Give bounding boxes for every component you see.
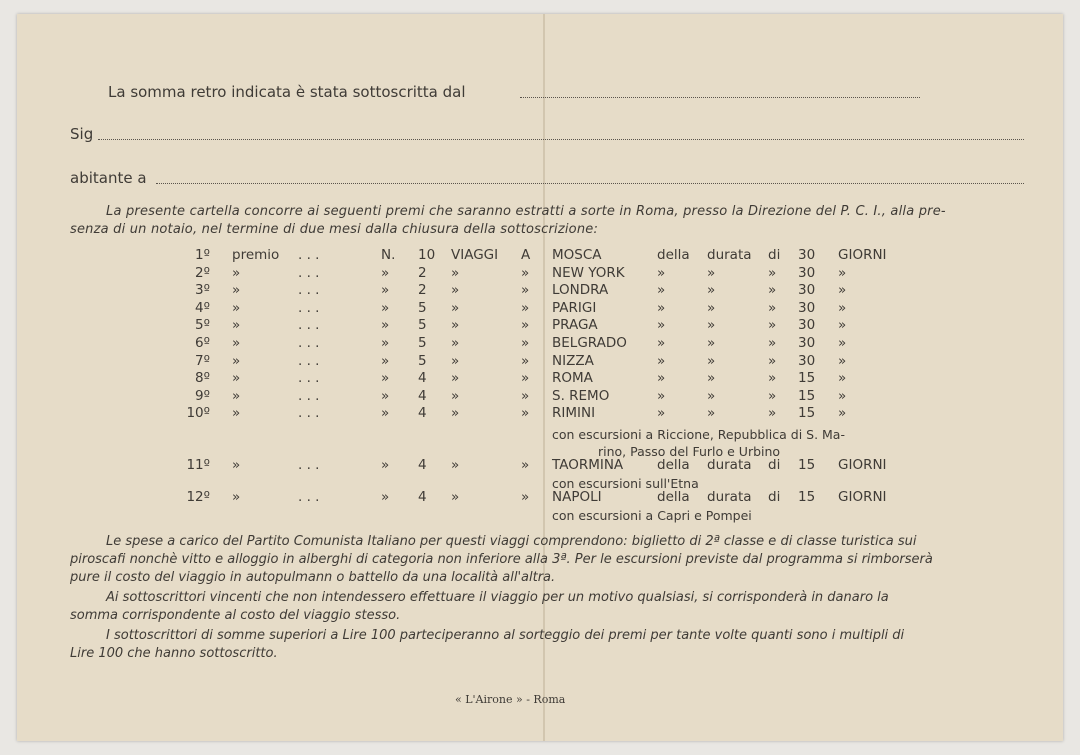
prize-rank: 1º xyxy=(195,247,210,263)
prize-a: » xyxy=(521,352,530,369)
prize-kind: » xyxy=(451,387,460,404)
prize-count: 5 xyxy=(418,352,427,369)
prize-label: » xyxy=(232,299,241,316)
prize-unit: » xyxy=(838,387,847,404)
prize-n: » xyxy=(381,335,390,351)
prize-d1: della xyxy=(657,489,690,505)
prize-dots: . . . xyxy=(298,352,320,369)
prize-row-8 xyxy=(0,370,1080,387)
prize-kind: » xyxy=(451,299,460,316)
prize-a: » xyxy=(521,489,530,505)
prize-kind: » xyxy=(451,405,460,422)
prize-n: » xyxy=(381,317,390,334)
terms-p3-line-2: Lire 100 che hanno sottoscritto. xyxy=(70,646,278,661)
prize-d2: » xyxy=(707,282,716,299)
prize-dots: . . . xyxy=(298,335,320,351)
prize-rank: 2º xyxy=(195,264,210,281)
prize-d1: » xyxy=(657,405,666,422)
prize-label: » xyxy=(232,387,241,404)
prize-a: » xyxy=(521,299,530,316)
prize-a: » xyxy=(521,264,530,281)
prize-days: 15 xyxy=(798,489,816,505)
prize-n: » xyxy=(381,370,390,387)
napoli-excursion: con escursioni a Capri e Pompei xyxy=(552,508,752,523)
prize-n: » xyxy=(381,387,390,404)
prize-unit: GIORNI xyxy=(838,457,887,473)
rimini-excursion-line-2: rino, Passo del Furlo e Urbino xyxy=(598,444,781,459)
prize-dots: . . . xyxy=(298,405,320,422)
prize-label: » xyxy=(232,335,241,351)
intro-line-1: La presente cartella concorre ai seguenti premi che saranno estratti a sorte in Roma, presso la Direzione del P. C. I., alla pre- xyxy=(106,204,946,219)
prize-count: 4 xyxy=(418,489,427,505)
taormina-excursion: con escursioni sull'Etna xyxy=(552,476,699,491)
prize-dest: BELGRADO xyxy=(552,335,627,351)
prize-d2: » xyxy=(707,387,716,404)
prize-d1: » xyxy=(657,352,666,369)
prize-row-2 xyxy=(0,265,1080,282)
prize-d3: » xyxy=(768,387,777,404)
prize-days: 30 xyxy=(798,247,816,263)
prize-rank: 3º xyxy=(195,282,210,299)
prize-row-6 xyxy=(0,335,1080,352)
prize-rank: 7º xyxy=(195,352,210,369)
prize-d2: » xyxy=(707,370,716,387)
prize-d2: » xyxy=(707,317,716,334)
prize-d3: » xyxy=(768,370,777,387)
prize-d1: » xyxy=(657,264,666,281)
prize-d1: » xyxy=(657,299,666,316)
prize-d3: » xyxy=(768,335,777,351)
prize-days: 30 xyxy=(798,264,816,281)
prize-n: » xyxy=(381,299,390,316)
prize-count: 2 xyxy=(418,264,427,281)
prize-row-1 xyxy=(0,247,1080,264)
prize-dots: . . . xyxy=(298,489,320,505)
prize-unit: GIORNI xyxy=(838,489,887,505)
prize-days: 30 xyxy=(798,299,816,316)
prize-d2: durata xyxy=(707,457,752,473)
sig-label: Sig xyxy=(70,125,94,143)
prize-d2: » xyxy=(707,335,716,351)
address-field[interactable] xyxy=(156,183,1024,184)
prize-dest: TAORMINA xyxy=(552,457,624,473)
prize-dest: MOSCA xyxy=(552,247,602,263)
prize-label: » xyxy=(232,282,241,299)
terms-p1-line-2: piroscafi nonchè vitto e alloggio in alberghi di categoria non inferiore alla 3ª. Per le escursioni previste dal programma si rimborserà xyxy=(70,552,933,567)
prize-dots: . . . xyxy=(298,370,320,387)
prize-kind: » xyxy=(451,317,460,334)
prize-row-3 xyxy=(0,282,1080,299)
prize-d3: di xyxy=(768,457,781,473)
prize-days: 15 xyxy=(798,387,816,404)
prize-n: » xyxy=(381,489,390,505)
prize-count: 4 xyxy=(418,370,427,387)
prize-row-12 xyxy=(0,489,1080,506)
prize-dots: . . . xyxy=(298,247,320,263)
prize-a: » xyxy=(521,317,530,334)
prize-label: » xyxy=(232,352,241,369)
prize-unit: » xyxy=(838,264,847,281)
printer-imprint: « L'Airone » - Roma xyxy=(455,693,566,706)
prize-d3: » xyxy=(768,264,777,281)
prize-d3: » xyxy=(768,317,777,334)
terms-p1-line-3: pure il costo del viaggio in autopulmann o battello da una località all'altra. xyxy=(70,570,556,585)
prize-dest: S. REMO xyxy=(552,387,610,404)
prize-unit: » xyxy=(838,282,847,299)
prize-rank: 11º xyxy=(186,457,210,473)
prize-dest: PRAGA xyxy=(552,317,598,334)
prize-d3: » xyxy=(768,405,777,422)
intro-line-2: senza di un notaio, nel termine di due mesi dalla chiusura della sottoscrizione: xyxy=(70,222,599,237)
prize-rank: 5º xyxy=(195,317,210,334)
prize-row-10 xyxy=(0,405,1080,422)
prize-d2: » xyxy=(707,405,716,422)
prize-dest: RIMINI xyxy=(552,405,596,422)
prize-a: A xyxy=(521,247,531,263)
prize-dots: . . . xyxy=(298,264,320,281)
prize-label: » xyxy=(232,317,241,334)
prize-n: » xyxy=(381,405,390,422)
prize-unit: » xyxy=(838,370,847,387)
prize-n: » xyxy=(381,264,390,281)
prize-dest: LONDRA xyxy=(552,282,609,299)
prize-d3: di xyxy=(768,489,781,505)
prize-label: premio xyxy=(232,247,280,263)
prize-dots: . . . xyxy=(298,299,320,316)
prize-d2: durata xyxy=(707,489,752,505)
terms-p2-line-2: somma corrispondente al costo del viaggio stesso. xyxy=(70,608,401,623)
prize-unit: GIORNI xyxy=(838,247,887,263)
prize-rank: 12º xyxy=(186,489,210,505)
prize-count: 4 xyxy=(418,457,427,473)
prize-row-5 xyxy=(0,317,1080,334)
prize-d2: » xyxy=(707,352,716,369)
prize-a: » xyxy=(521,370,530,387)
prize-d3: » xyxy=(768,299,777,316)
prize-kind: » xyxy=(451,457,460,473)
prize-unit: » xyxy=(838,352,847,369)
prize-rank: 8º xyxy=(195,370,210,387)
prize-d2: durata xyxy=(707,247,752,263)
prize-count: 5 xyxy=(418,317,427,334)
prize-kind: » xyxy=(451,335,460,351)
prize-dest: PARIGI xyxy=(552,299,597,316)
prize-days: 15 xyxy=(798,370,816,387)
prize-d3: di xyxy=(768,247,781,263)
prize-rank: 4º xyxy=(195,299,210,316)
subscription-statement: La somma retro indicata è stata sottoscritta dal xyxy=(108,83,466,101)
prize-row-7 xyxy=(0,353,1080,370)
prize-row-4 xyxy=(0,300,1080,317)
prize-kind: » xyxy=(451,370,460,387)
prize-n: » xyxy=(381,282,390,299)
prize-unit: » xyxy=(838,317,847,334)
prize-unit: » xyxy=(838,405,847,422)
prize-count: 4 xyxy=(418,405,427,422)
prize-n: » xyxy=(381,352,390,369)
prize-count: 2 xyxy=(418,282,427,299)
prize-dest: NIZZA xyxy=(552,352,594,369)
prize-count: 5 xyxy=(418,335,427,351)
prize-d1: » xyxy=(657,387,666,404)
prize-days: 30 xyxy=(798,352,816,369)
prize-d1: della xyxy=(657,247,690,263)
statement-dotted-line xyxy=(520,97,920,98)
prize-dest: ROMA xyxy=(552,370,593,387)
prize-label: » xyxy=(232,405,241,422)
terms-p2-line-1: Ai sottoscrittori vincenti che non intendessero effettuare il viaggio per un motivo qualsiasi, si corrisponderà in danaro la xyxy=(106,590,889,605)
prize-count: 10 xyxy=(418,247,436,263)
prize-dots: . . . xyxy=(298,387,320,404)
prize-days: 30 xyxy=(798,282,816,299)
prize-dest: NAPOLI xyxy=(552,489,602,505)
prize-days: 15 xyxy=(798,405,816,422)
prize-days: 30 xyxy=(798,335,816,351)
prize-d3: » xyxy=(768,352,777,369)
prize-unit: » xyxy=(838,335,847,351)
prize-d1: » xyxy=(657,370,666,387)
prize-unit: » xyxy=(838,299,847,316)
prize-count: 5 xyxy=(418,299,427,316)
prize-d2: » xyxy=(707,299,716,316)
prize-label: » xyxy=(232,457,241,473)
prize-d2: » xyxy=(707,264,716,281)
prize-d1: » xyxy=(657,317,666,334)
prize-label: » xyxy=(232,370,241,387)
prize-n: N. xyxy=(381,247,396,263)
terms-p1-line-1: Le spese a carico del Partito Comunista Italiano per questi viaggi comprendono: biglietto di 2ª classe e di classe turistica sui xyxy=(106,534,917,549)
prize-a: » xyxy=(521,335,530,351)
prize-rank: 9º xyxy=(195,387,210,404)
prize-a: » xyxy=(521,282,530,299)
prize-dots: . . . xyxy=(298,282,320,299)
prize-dest: NEW YORK xyxy=(552,264,625,281)
sig-field[interactable] xyxy=(98,139,1024,140)
prize-dots: . . . xyxy=(298,317,320,334)
prize-label: » xyxy=(232,264,241,281)
prize-days: 15 xyxy=(798,457,816,473)
address-label: abitante a xyxy=(70,169,147,187)
prize-a: » xyxy=(521,405,530,422)
prize-days: 30 xyxy=(798,317,816,334)
prize-d1: » xyxy=(657,335,666,351)
prize-count: 4 xyxy=(418,387,427,404)
prize-kind: » xyxy=(451,282,460,299)
prize-kind: VIAGGI xyxy=(451,247,499,263)
terms-p3-line-1: I sottoscrittori di somme superiori a Lire 100 parteciperanno al sorteggio dei premi per tante volte quanti sono i multipli di xyxy=(106,628,905,643)
prize-kind: » xyxy=(451,489,460,505)
rimini-excursion-line-1: con escursioni a Riccione, Repubblica di S. Ma- xyxy=(552,427,845,442)
prize-dots: . . . xyxy=(298,457,320,473)
prize-rank: 6º xyxy=(195,335,210,351)
prize-n: » xyxy=(381,457,390,473)
prize-row-11 xyxy=(0,457,1080,474)
prize-a: » xyxy=(521,387,530,404)
prize-rank: 10º xyxy=(186,405,210,422)
prize-d1: » xyxy=(657,282,666,299)
prize-kind: » xyxy=(451,352,460,369)
prize-d1: della xyxy=(657,457,690,473)
prize-a: » xyxy=(521,457,530,473)
prize-kind: » xyxy=(451,264,460,281)
prize-row-9 xyxy=(0,388,1080,405)
prize-d3: » xyxy=(768,282,777,299)
prize-label: » xyxy=(232,489,241,505)
